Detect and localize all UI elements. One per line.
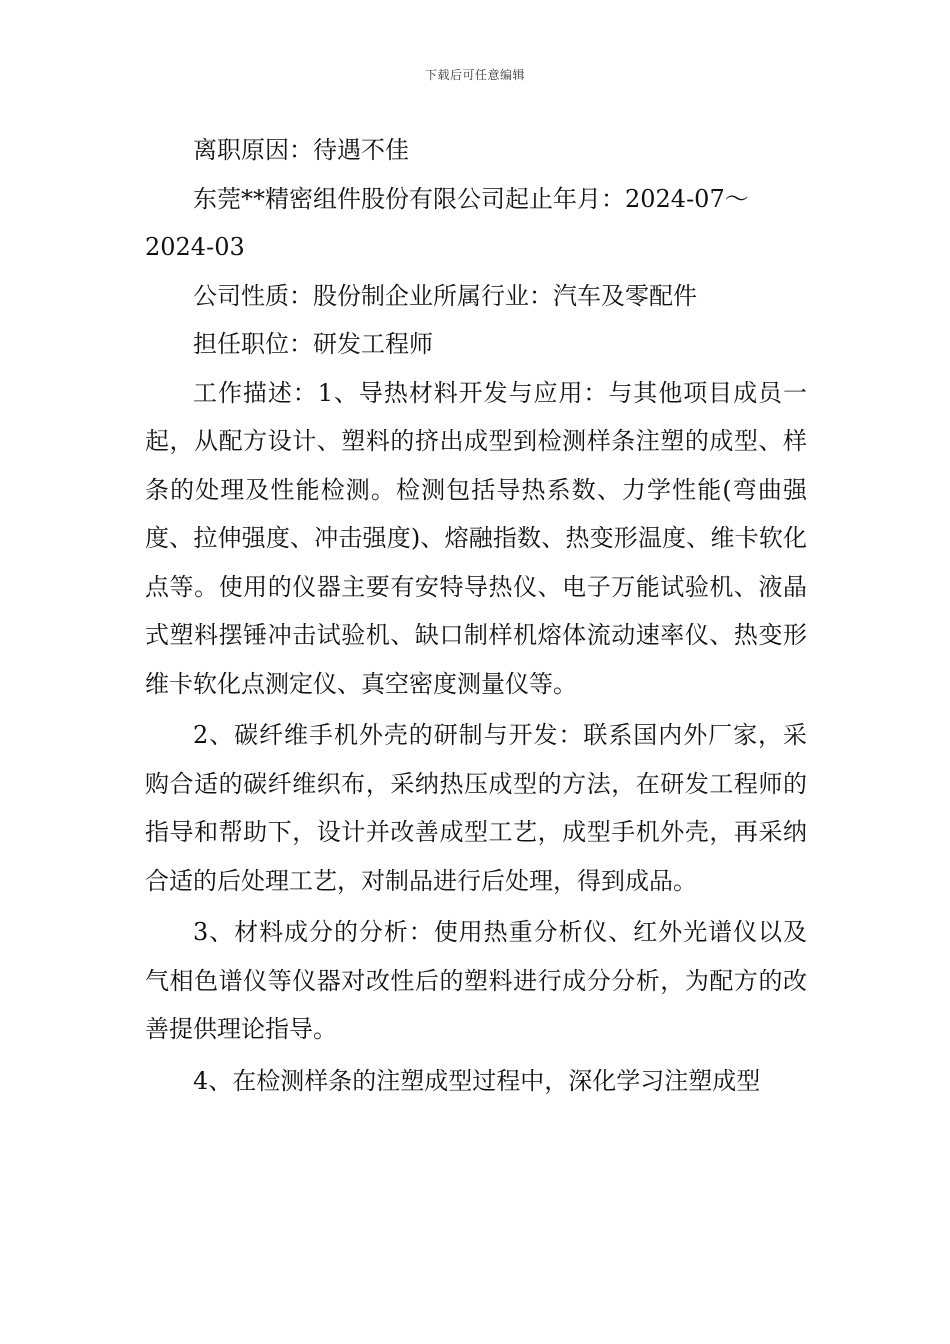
paragraph-company-nature: 公司性质：股份制企业所属行业：汽车及零配件 [193,281,697,310]
document-body [145,126,807,1105]
header-note: 下载后可任意编辑 [424,68,525,82]
paragraph-leave-reason: 离职原因：待遇不佳 [193,136,409,164]
paragraph-company-period-end: 2024-03 [145,233,245,261]
paragraph-work-description-2: 2、碳纤维手机外壳的研制与开发：联系国内外厂家，采购合适的碳纤维织布，采纳热压成型的方法，在研发工程师的指导和帮助下，设计并改善成型工艺，成型手机外壳，再采纳合适的后处理工艺，对制品进行后处理，得到成品。 [145,721,807,895]
paragraph-position: 担任职位：研发工程师 [193,330,433,358]
paragraph-company-period: 东莞**精密组件股份有限公司起止年月：2024-07～ [193,184,749,213]
paragraph-work-description-4: 4、在检测样条的注塑成型过程中，深化学习注塑成型 [193,1066,761,1095]
paragraph-work-description-1: 工作描述：1、导热材料开发与应用：与其他项目成员一起，从配方设计、塑料的挤出成型到检测样条注塑的成型、样条的处理及性能检测。检测包括导热系数、力学性能(弯曲强度、拉伸强度、冲击强度)、熔融指数、热变形温度、维卡软化点等。使用的仪器主要有安特导热仪、电子万能试验机、液晶式塑料摆锤冲击试验机、缺口制样机熔体流动速率仪、热变形维卡软化点测定仪、真空密度测量仪等。 [145,378,807,698]
paragraph-work-description-3: 3、材料成分的分析：使用热重分析仪、红外光谱仪以及气相色谱仪等仪器对改性后的塑料进行成分分析，为配方的改善提供理论指导。 [145,918,807,1043]
